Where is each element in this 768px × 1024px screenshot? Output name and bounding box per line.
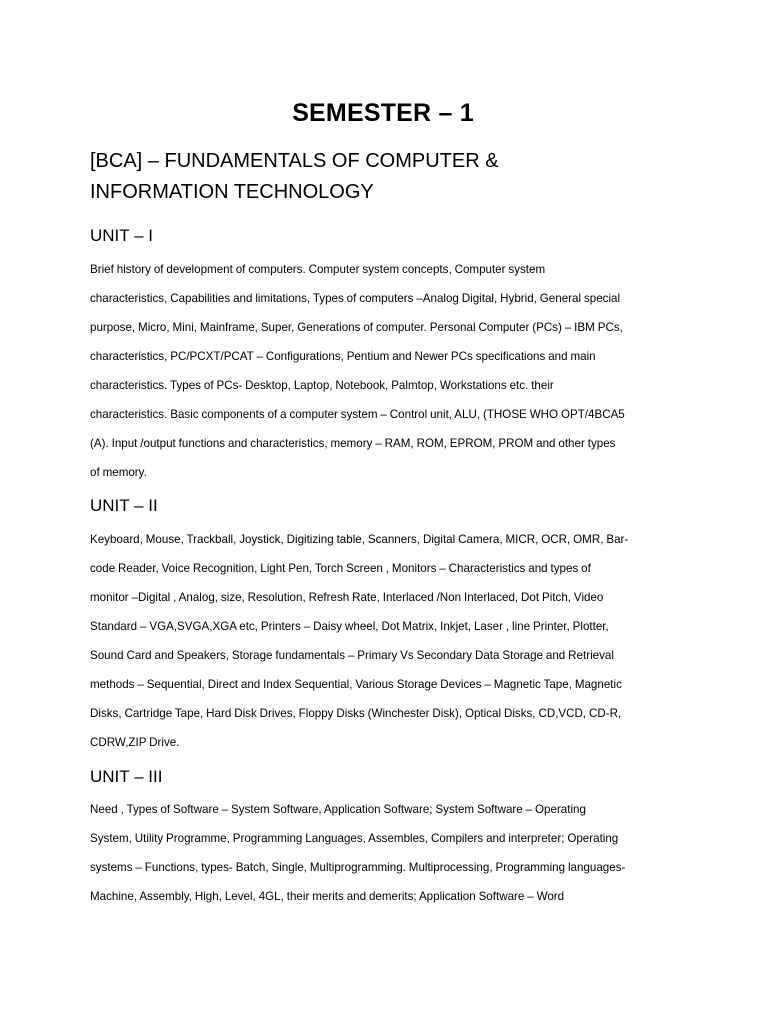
paragraph-line: code Reader, Voice Recognition, Light Pen, Torch Screen , Monitors – Characteristics and types of <box>90 562 591 575</box>
paragraph-line: System, Utility Programme, Programming Languages, Assembles, Compilers and interpreter; Operating <box>90 832 619 845</box>
unit-3-paragraph <box>90 795 680 911</box>
paragraph-line: Need , Types of Software – System Software, Application Software; System Software – Operating <box>90 803 586 816</box>
paragraph-line: Machine, Assembly, High, Level, 4GL, their merits and demerits; Application Software – Word <box>90 890 565 903</box>
paragraph-line: Sound Card and Speakers, Storage fundamentals – Primary Vs Secondary Data Storage and Retrieval <box>90 649 614 662</box>
paragraph-line: of memory. <box>90 466 147 479</box>
subject-title-line: INFORMATION TECHNOLOGY <box>90 181 374 203</box>
paragraph-line: monitor –Digital , Analog, size, Resolution, Refresh Rate, Interlaced /Non Interlaced, Dot Pitch, Video <box>90 591 604 604</box>
paragraph-line: Keyboard, Mouse, Trackball, Joystick, Digitizing table, Scanners, Digital Camera, MICR, OCR, OMR, Bar- <box>90 533 629 546</box>
paragraph-line: characteristics. Basic components of a computer system – Control unit, ALU, (THOSE WHO OPT/4BCA5 <box>90 408 625 421</box>
paragraph-line: characteristics, PC/PCXT/PCAT – Configurations, Pentium and Newer PCs specifications and main <box>90 350 596 363</box>
paragraph-line: methods – Sequential, Direct and Index Sequential, Various Storage Devices – Magnetic Tape, Magnetic <box>90 678 622 691</box>
subject-title <box>90 146 690 208</box>
unit-2-paragraph <box>90 525 680 757</box>
unit-1-heading: UNIT – I <box>90 226 153 245</box>
unit-3-heading: UNIT – III <box>90 767 163 786</box>
paragraph-line: systems – Functions, types- Batch, Single, Multiprogramming. Multiprocessing, Programming languages- <box>90 861 626 874</box>
page-title: SEMESTER – 1 <box>292 99 474 127</box>
paragraph-line: purpose, Micro, Mini, Mainframe, Super, Generations of computer. Personal Computer (PCs) – IBM PCs, <box>90 321 623 334</box>
paragraph-line: CDRW,ZIP Drive. <box>90 736 180 749</box>
paragraph-line: Standard – VGA,SVGA,XGA etc, Printers – Daisy wheel, Dot Matrix, Inkjet, Laser , line Printer, Plotter, <box>90 620 609 633</box>
unit-2-heading: UNIT – II <box>90 496 158 515</box>
paragraph-line: (A). Input /output functions and characteristics, memory – RAM, ROM, EPROM, PROM and other types <box>90 437 616 450</box>
paragraph-line: characteristics, Capabilities and limitations, Types of computers –Analog Digital, Hybrid, General special <box>90 292 621 305</box>
unit-1-paragraph <box>90 255 680 487</box>
paragraph-line: characteristics. Types of PCs- Desktop, Laptop, Notebook, Palmtop, Workstations etc. their <box>90 379 554 392</box>
paragraph-line: Disks, Cartridge Tape, Hard Disk Drives, Floppy Disks (Winchester Disk), Optical Disks, CD,VCD, CD-R, <box>90 707 622 720</box>
subject-title-line: [BCA] – FUNDAMENTALS OF COMPUTER & <box>90 150 499 172</box>
paragraph-line: Brief history of development of computers. Computer system concepts, Computer system <box>90 263 546 276</box>
